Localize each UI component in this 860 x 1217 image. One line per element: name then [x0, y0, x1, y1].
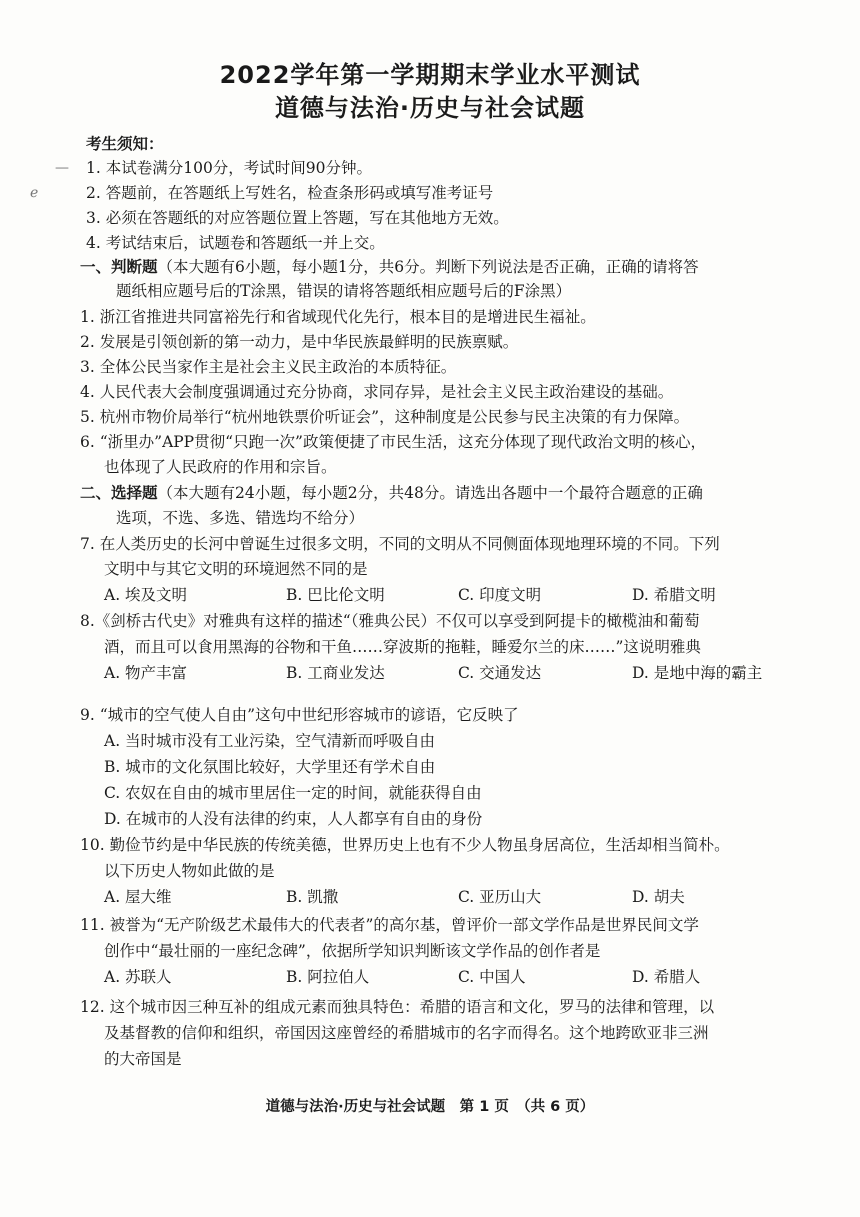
option-c: C. 中国人: [458, 968, 526, 986]
question-9: 9. “城市的空气使人自由”这句中世纪形容城市的谚语，它反映了: [80, 706, 519, 724]
option-c: C. 印度文明: [458, 586, 542, 604]
notice-item: 3. 必须在答题纸的对应答题位置上答题，写在其他地方无效。: [86, 209, 509, 227]
question-8: 8.《剑桥古代史》对雅典有这样的描述“（雅典公民）不仅可以享受到阿提卡的橄榄油和葡萄: [80, 612, 700, 630]
option-b: B. 工商业发达: [286, 664, 385, 682]
judge-item: 5. 杭州市物价局举行“杭州地铁票价听证会”，这种制度是公民参与民主决策的有力保障。: [80, 408, 690, 426]
option-c: C. 农奴在自由的城市里居住一定的时间，就能获得自由: [104, 784, 482, 802]
judge-item: 1. 浙江省推进共同富裕先行和省域现代化先行，根本目的是增进民生福祉。: [80, 308, 596, 326]
option-a: A. 物产丰富: [104, 664, 188, 682]
question-7: 7. 在人类历史的长河中曾诞生过很多文明，不同的文明从不同侧面体现地理环境的不同。下列: [80, 535, 720, 553]
option-a: A. 当时城市没有工业污染，空气清新而呼吸自由: [104, 732, 436, 750]
option-a: A. 埃及文明: [104, 586, 188, 604]
option-a: A. 苏联人: [104, 968, 172, 986]
notice-item: 2. 答题前，在答题纸上写姓名，检查条形码或填写准考证号: [86, 184, 494, 202]
question-7-cont: 文明中与其它文明的环境迥然不同的是: [104, 560, 368, 578]
option-b: B. 阿拉伯人: [286, 968, 370, 986]
question-12-cont: 的大帝国是: [104, 1050, 182, 1068]
option-b: B. 凯撒: [286, 888, 339, 906]
section2-desc-cont: 选项，不选、多选、错选均不给分）: [116, 509, 365, 527]
section1-desc-cont: 题纸相应题号后的T涂黑，错误的请将答题纸相应题号后的F涂黑）: [116, 282, 572, 300]
exam-subtitle: 道德与法治·历史与社会试题: [274, 94, 586, 122]
question-12-cont: 及基督教的信仰和组织，帝国因这座曾经的希腊城市的名字而得名。这个地跨欧亚非三洲: [104, 1024, 709, 1042]
section1-header: [80, 256, 699, 278]
option-c: C. 亚历山大: [458, 888, 542, 906]
scan-mark: —: [55, 160, 69, 176]
notice-item: 1. 本试卷满分100分，考试时间90分钟。: [86, 159, 373, 177]
question-12: 12. 这个城市因三种互补的组成元素而独具特色：希腊的语言和文化，罗马的法律和管理，以: [80, 998, 715, 1016]
option-d: D. 胡夫: [632, 888, 685, 906]
option-c: C. 交通发达: [458, 664, 542, 682]
section2-heading: 二、选择题: [80, 484, 158, 502]
scan-mark: ℯ: [30, 185, 39, 201]
option-b: B. 巴比伦文明: [286, 586, 385, 604]
page-footer: 道德与法治·历史与社会试题 第 1 页 （共 6 页）: [265, 1099, 595, 1115]
question-10: 10. 勤俭节约是中华民族的传统美德，世界历史上也有不少人物虽身居高位，生活却相当简朴。: [80, 836, 730, 854]
judge-item: 6. “浙里办”APP贯彻“只跑一次”政策便捷了市民生活，这充分体现了现代政治文明的核心，: [80, 433, 706, 451]
option-d: D. 希腊人: [632, 968, 701, 986]
question-8-cont: 酒，而且可以食用黑海的谷物和干鱼……穿波斯的拖鞋，睡爱尔兰的床……”这说明雅典: [104, 638, 701, 656]
section1-heading: 一、判断题: [80, 258, 158, 276]
judge-item-cont: 也体现了人民政府的作用和宗旨。: [104, 458, 337, 476]
question-10-cont: 以下历史人物如此做的是: [104, 862, 275, 880]
option-d: D. 是地中海的霸主: [632, 664, 763, 682]
option-d: D. 希腊文明: [632, 586, 716, 604]
judge-item: 3. 全体公民当家作主是社会主义民主政治的本质特征。: [80, 358, 457, 376]
option-b: B. 城市的文化氛围比较好，大学里还有学术自由: [104, 758, 436, 776]
question-11-cont: 创作中“最壮丽的一座纪念碑”，依据所学知识判断该文学作品的创作者是: [104, 942, 601, 960]
section1-desc: （本大题有6小题，每小题1分，共6分。判断下列说法是否正确，正确的请将答: [157, 258, 699, 276]
judge-item: 2. 发展是引领创新的第一动力，是中华民族最鲜明的民族禀赋。: [80, 333, 519, 351]
option-a: A. 屋大维: [104, 888, 172, 906]
option-d: D. 在城市的人没有法律的约束，人人都享有自由的身份: [104, 810, 483, 828]
section2-desc: （本大题有24小题，每小题2分，共48分。请选出各题中一个最符合题意的正确: [157, 484, 703, 502]
exam-title: 2022学年第一学期期末学业水平测试: [219, 61, 641, 89]
notice-heading: 考生须知：: [86, 135, 164, 153]
judge-item: 4. 人民代表大会制度强调通过充分协商，求同存异，是社会主义民主政治建设的基础。: [80, 383, 674, 401]
section2-header: [80, 482, 703, 504]
notice-item: 4. 考试结束后，试题卷和答题纸一并上交。: [86, 234, 385, 252]
question-11: 11. 被誉为“无产阶级艺术最伟大的代表者”的高尔基，曾评价一部文学作品是世界民间文学: [80, 916, 699, 934]
